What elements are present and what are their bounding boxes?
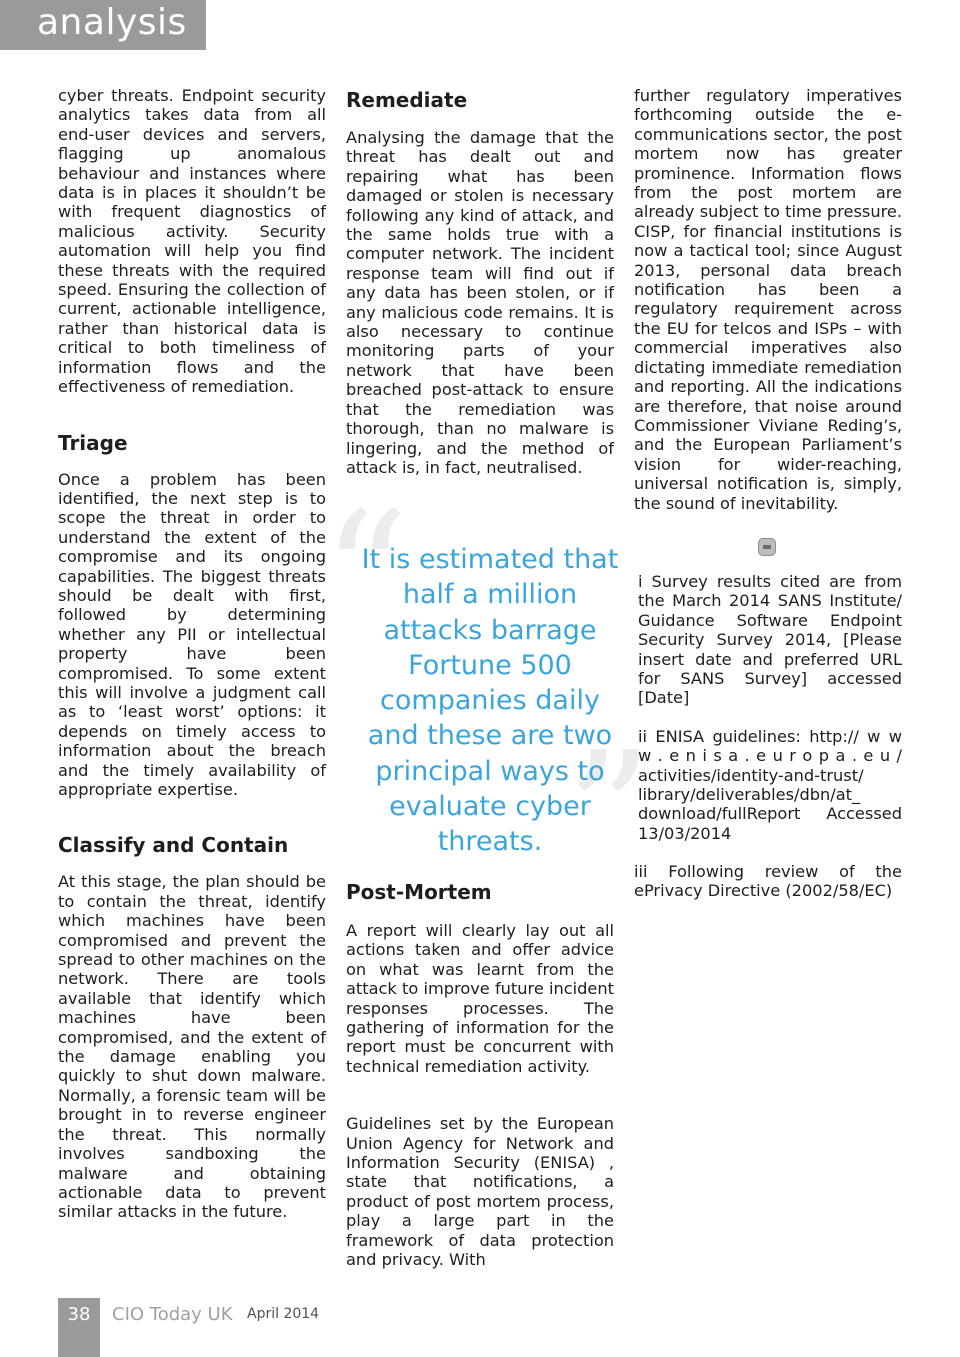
triage-paragraph: Once a problem has been identified, the next step is to scope the threat in order to understand the extent of the compromise and its ongoing capabilities. The biggest threats should be dealt with first, followed by determining whether any PII or intellectual property have been compromised. To some extent this will involve a judgment call as to ‘least worst’ options: it depends on timely access to information about the breach and the timely availability of appropriate expertise.	[58, 469, 326, 799]
section-tab	[0, 0, 206, 50]
column-1	[58, 86, 326, 1222]
remediate-heading: Remediate	[346, 88, 468, 112]
page-number: 38	[67, 1304, 91, 1325]
pull-quote-text: It is estimated that half a million attacks barrage Fortune 500 companies daily and these are two principal ways to evaluate cyber threats.	[361, 544, 619, 858]
classify-paragraph: At this stage, the plan should be to contain the threat, identify which machines have been compromised and prevent the spread to other machines on the network. There are tools available that identify which machines have been compromised, and the extent of the damage enabling you quickly to shut down malware. Normally, a forensic team will be brought in to reverse engineer the threat. This normally involves sandboxing the malware and obtaining actionable data to prevent similar attacks in the future.	[58, 872, 326, 1222]
postmortem-paragraph-2: Guidelines set by the European Union Agency for Network and Information Security (ENISA) , state that notifications, a product of post mortem process, play a large part in the framework of data protection and privacy. With	[346, 1114, 614, 1270]
endnote-iii: iii Following review of the ePrivacy Directive (2002/58/EC)	[634, 862, 902, 901]
end-mark-icon	[758, 538, 776, 556]
page-number-block	[58, 1298, 100, 1357]
intro-paragraph: cyber threats. Endpoint security analytics takes data from all end-user devices and servers, flagging up anomalous behaviour and instances where data is in places it shouldn’t be with frequent diagnostics of malicious activity. Security automation will help you find these threats with the required speed. Ensuring the collection of current, actionable intelligence, rather than historical data is critical to both timeliness of information flows and the effectiveness of remediation.	[58, 86, 326, 397]
column-3	[634, 86, 902, 513]
postmortem-paragraph-1: A report will clearly lay out all actions taken and offer advice on what was learnt from the attack to improve future incident responses processes. The gathering of information for the report must be concurrent with technical remediation activity.	[346, 921, 614, 1076]
publication-name: CIO Today UK	[112, 1304, 233, 1325]
close-quote-mark-icon: ”	[566, 716, 653, 914]
endnotes	[638, 572, 902, 843]
triage-heading: Triage	[58, 430, 128, 455]
pull-quote	[352, 542, 628, 860]
issue-date: April 2014	[247, 1306, 320, 1322]
regulatory-paragraph: further regulatory imperatives forthcoming outside the e-communications sector, the post mortem now has greater prominence. Information flows from the post mortem are already subject to time pressure. CISP, for financial institutions is now a tactical tool; since August 2013, personal data breach notification has been a regulatory requirement across the EU for telcos and ISPs – with commercial imperatives also dictating immediate remediation and reporting. All the indications are therefore, that noise around Commissioner Viviane Reding’s, and the European Parliament’s vision for wider-reaching, universal notification is, simply, the sound of inevitability.	[634, 86, 902, 513]
column-2-lower	[346, 880, 614, 1270]
remediate-paragraph: Analysing the damage that the threat has dealt out and repairing what has been damaged or stolen is necessary following any kind of attack, and the same holds true with a computer network. The incident response team will find out if any data has been stolen, or if any malicious code remains. It is also necessary to continue monitoring parts of your network that have been breached post-attack to ensure that the remediation was thorough, than no malware is lingering, and the method of attack is, in fact, neutralised.	[346, 128, 614, 477]
column-2	[346, 86, 614, 477]
endnote-i: i Survey results cited are from the March 2014 SANS Institute/ Guidance Software Endpoint Security Survey 2014, [Please insert date and preferred URL for SANS Survey] accessed [Date]	[638, 572, 902, 708]
open-quote-mark-icon: “	[322, 476, 409, 674]
endnote-ii: ii ENISA guidelines: http:// w w w . e n i s a . e u r o p a . e u / activities/identity-and-trust/ library/deliverables/dbn/at_ download/fullReport Accessed 13/03/2014	[638, 726, 902, 843]
endnote-iii-wrap	[634, 862, 902, 901]
section-tab-label: analysis	[37, 2, 187, 43]
classify-heading: Classify and Contain	[58, 833, 289, 858]
postmortem-heading: Post-Mortem	[346, 880, 492, 904]
